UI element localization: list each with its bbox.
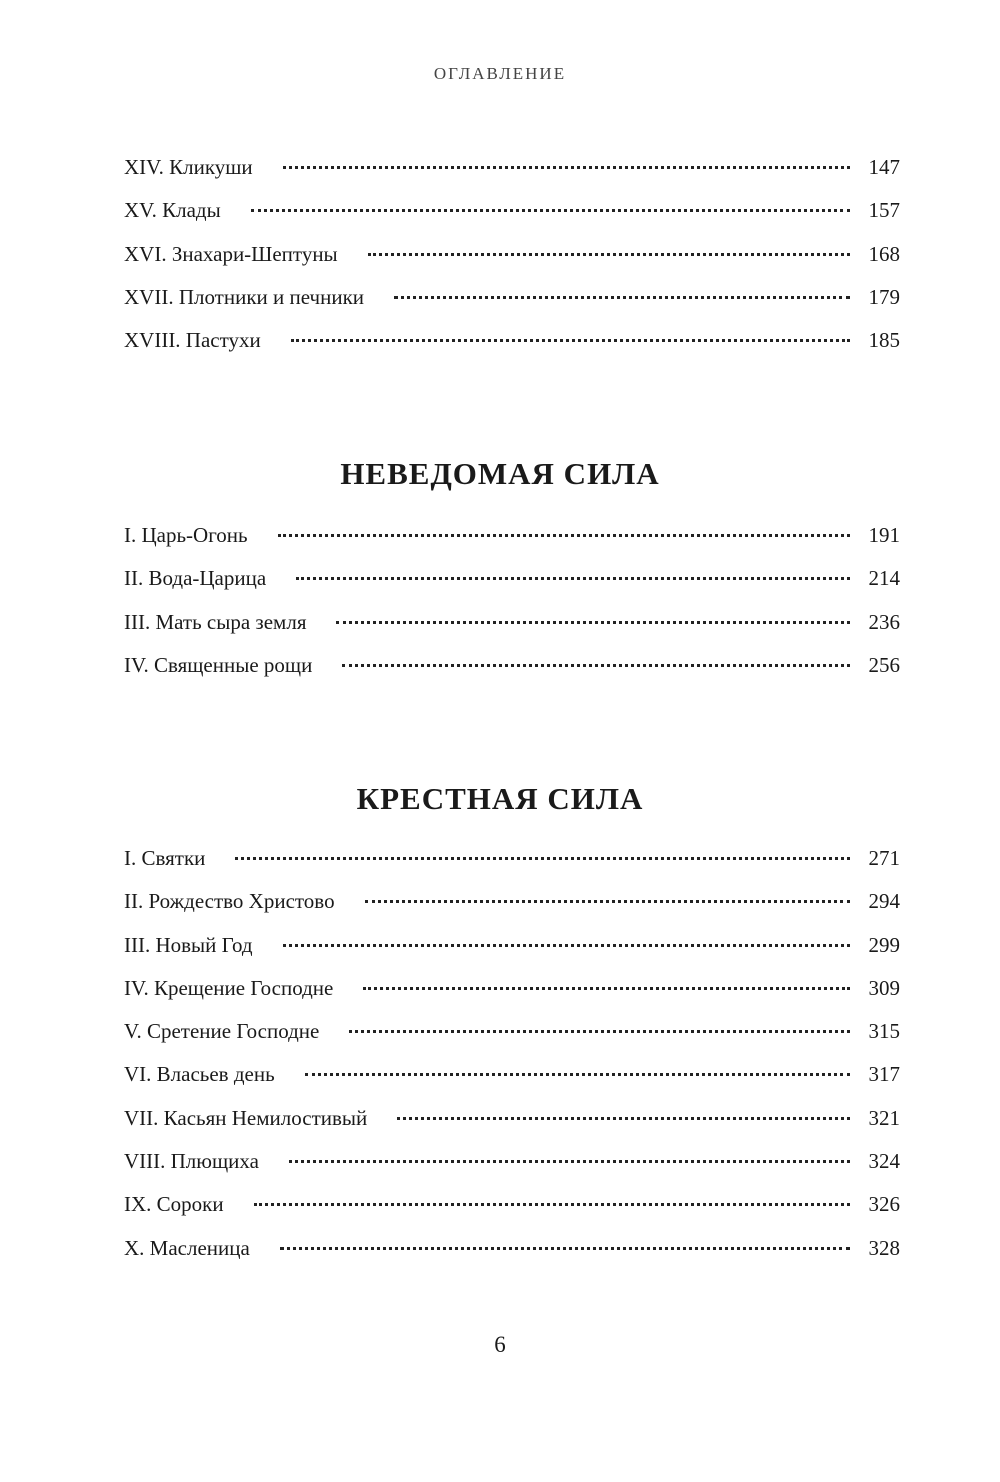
toc-entry-title: II. Рождество Христово [124,889,335,914]
toc-entry-title: XV. Клады [124,198,221,223]
toc-entry[interactable] [124,523,900,566]
toc-entry-title: I. Царь-Огонь [124,523,248,547]
toc-entry-page: 157 [868,198,900,223]
running-head: ОГЛАВЛЕНИЕ [433,64,567,83]
toc-entry[interactable] [124,1192,900,1235]
dot-leader [397,1117,850,1120]
toc-entry[interactable] [124,1019,900,1062]
dot-leader [278,534,850,537]
dot-leader [363,987,850,990]
toc-entry-page: 256 [868,652,900,677]
toc-entry-title: VIII. Плющиха [124,1149,259,1174]
dot-leader [365,900,850,903]
toc-entry[interactable] [124,1149,900,1192]
toc-entry-page: 315 [868,1019,900,1044]
toc-entry-page: 328 [868,1235,900,1260]
page-number: 6 [494,1332,506,1357]
toc-entry-title: II. Вода-Царица [124,566,267,591]
toc-group-continued [124,155,900,371]
dot-leader [342,664,850,667]
dot-leader [291,339,850,342]
dot-leader [305,1073,850,1076]
dot-leader [283,166,850,169]
toc-entry-title: IV. Священные рощи [124,652,313,677]
toc-entry[interactable] [124,653,900,696]
toc-entry-page: 309 [868,975,900,1000]
toc-entry-page: 168 [868,241,900,266]
toc-entry-page: 191 [868,523,900,547]
toc-entry-title: XVI. Знахари-Шептуны [124,241,338,266]
toc-entry-page: 185 [868,328,900,353]
dot-leader [235,857,850,860]
toc-entry-title: III. Новый Год [124,932,253,957]
dot-leader [336,621,850,624]
toc-entry[interactable] [124,976,900,1019]
toc-entry-title: VI. Власьев день [124,1062,275,1087]
toc-entry-title: XVIII. Пастухи [124,328,261,353]
toc-entry-page: 326 [868,1192,900,1217]
toc-entry-page: 321 [868,1105,900,1130]
toc-entry[interactable] [124,846,900,889]
toc-entry-title: III. Мать сыра земля [124,609,307,634]
dot-leader [251,209,850,212]
section-heading-neveдomaya: НЕВЕДОМАЯ СИЛА [340,456,660,491]
dot-leader [368,253,850,256]
toc-entry[interactable] [124,889,900,932]
toc-entry[interactable] [124,155,900,198]
toc-entry-title: XVII. Плотники и печники [124,284,365,309]
dot-leader [254,1203,850,1206]
toc-entry-page: 317 [868,1062,900,1087]
toc-entry[interactable] [124,610,900,653]
toc-entry[interactable] [124,1062,900,1105]
toc-entry[interactable] [124,285,900,328]
toc-entry-page: 271 [868,846,900,870]
toc-entry-page: 294 [868,889,900,914]
toc-entry-page: 299 [868,932,900,957]
toc-entry-title: V. Сретение Господне [124,1019,320,1044]
toc-entry-page: 324 [868,1149,900,1174]
toc-entry[interactable] [124,328,900,371]
toc-entry[interactable] [124,1236,900,1279]
toc-entry[interactable] [124,1106,900,1149]
dot-leader [394,296,850,299]
toc-entry-title: VII. Касьян Немилостивый [124,1105,368,1130]
toc-entry-title: X. Масленица [124,1235,250,1260]
toc-entry-title: IX. Сороки [124,1192,224,1217]
toc-entry-title: IV. Крещение Господне [124,975,334,1000]
toc-group-section1 [124,523,900,696]
toc-entry-page: 214 [868,566,900,591]
section-heading-krestnaya: КРЕСТНАЯ СИЛА [356,781,644,816]
toc-entry[interactable] [124,566,900,609]
dot-leader [296,577,850,580]
toc-entry-page: 236 [868,609,900,634]
toc-entry-page: 179 [868,284,900,309]
dot-leader [280,1247,850,1250]
toc-entry-title: XIV. Кликуши [124,155,253,179]
toc-entry-title: I. Святки [124,846,206,870]
toc-entry-page: 147 [868,155,900,179]
dot-leader [349,1030,850,1033]
toc-entry[interactable] [124,198,900,241]
dot-leader [283,944,850,947]
dot-leader [289,1160,850,1163]
toc-group-section2 [124,846,900,1279]
toc-entry[interactable] [124,933,900,976]
toc-entry[interactable] [124,242,900,285]
